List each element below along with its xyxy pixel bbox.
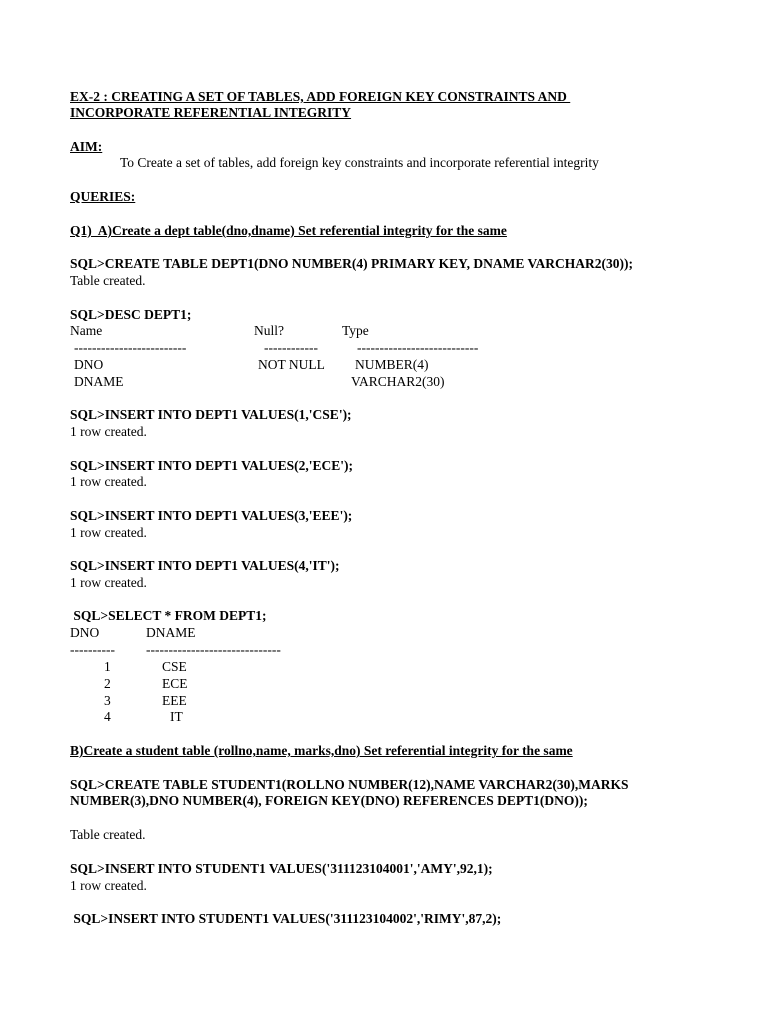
select-row-dname: ECE — [162, 676, 188, 691]
select-row-dname: EEE — [162, 693, 187, 708]
title-line-1: EX-2 : CREATING A SET OF TABLES, ADD FOREIGN KEY CONSTRAINTS AND — [70, 89, 571, 104]
select-row-dno: 1 — [104, 659, 111, 674]
desc-row-name: DNO — [74, 357, 104, 372]
desc-header-type: Type — [342, 323, 369, 338]
insert-result: 1 row created. — [70, 474, 147, 489]
insert-sql: SQL>INSERT INTO DEPT1 VALUES(4,'IT'); — [70, 558, 340, 573]
student-insert-result: 1 row created. — [70, 878, 147, 893]
create-student-line-2: NUMBER(3),DNO NUMBER(4), FOREIGN KEY(DNO) REFERENCES DEPT1(DNO)); — [70, 793, 588, 808]
select-row-dno: 4 — [104, 709, 111, 724]
select-header-dname: DNAME — [146, 625, 196, 640]
aim-heading: AIM: — [70, 139, 103, 154]
select-header-dno: DNO — [70, 625, 100, 640]
desc-row-type: NUMBER(4) — [355, 357, 429, 372]
table-created-result-2: Table created. — [70, 827, 146, 842]
table-created-result-1: Table created. — [70, 273, 146, 288]
q1a-heading: Q1) A)Create a dept table(dno,dname) Set referential integrity for the same — [70, 223, 507, 238]
create-student-line-1: SQL>CREATE TABLE STUDENT1(ROLLNO NUMBER(12),NAME VARCHAR2(30),MARKS — [70, 777, 629, 792]
desc-header-name: Name — [70, 323, 103, 338]
desc-row-null: NOT NULL — [258, 357, 325, 372]
insert-result: 1 row created. — [70, 525, 147, 540]
desc-dashes-null: ------------ — [264, 340, 318, 355]
desc-dashes-type: --------------------------- — [357, 340, 479, 355]
desc-header-null: Null? — [254, 323, 284, 338]
select-row-dno: 2 — [104, 676, 111, 691]
desc-row-name: DNAME — [74, 374, 124, 389]
select-sql: SQL>SELECT * FROM DEPT1; — [70, 608, 267, 623]
select-row-dname: IT — [170, 709, 183, 724]
title-line-2: INCORPORATE REFERENTIAL INTEGRITY — [70, 105, 352, 120]
desc-row-type: VARCHAR2(30) — [351, 374, 445, 389]
insert-result: 1 row created. — [70, 575, 147, 590]
select-row-dno: 3 — [104, 693, 111, 708]
insert-result: 1 row created. — [70, 424, 147, 439]
select-row-dname: CSE — [162, 659, 187, 674]
student-insert-sql: SQL>INSERT INTO STUDENT1 VALUES('311123104002','RIMY',87,2); — [70, 911, 502, 926]
student-insert-sql: SQL>INSERT INTO STUDENT1 VALUES('311123104001','AMY',92,1); — [70, 861, 493, 876]
desc-dashes-name: ------------------------- — [74, 340, 187, 355]
select-dashes-dno: ---------- — [70, 642, 115, 657]
q1b-heading: B)Create a student table (rollno,name, marks,dno) Set referential integrity for the same — [70, 743, 573, 758]
insert-sql: SQL>INSERT INTO DEPT1 VALUES(3,'EEE'); — [70, 508, 353, 523]
desc-sql: SQL>DESC DEPT1; — [70, 307, 192, 322]
create-dept-sql: SQL>CREATE TABLE DEPT1(DNO NUMBER(4) PRIMARY KEY, DNAME VARCHAR2(30)); — [70, 256, 633, 271]
aim-text: To Create a set of tables, add foreign key constraints and incorporate referential integrity — [120, 155, 599, 170]
insert-sql: SQL>INSERT INTO DEPT1 VALUES(1,'CSE'); — [70, 407, 352, 422]
insert-sql: SQL>INSERT INTO DEPT1 VALUES(2,'ECE'); — [70, 458, 354, 473]
queries-heading: QUERIES: — [70, 189, 136, 204]
select-dashes-dname: ------------------------------ — [146, 642, 281, 657]
